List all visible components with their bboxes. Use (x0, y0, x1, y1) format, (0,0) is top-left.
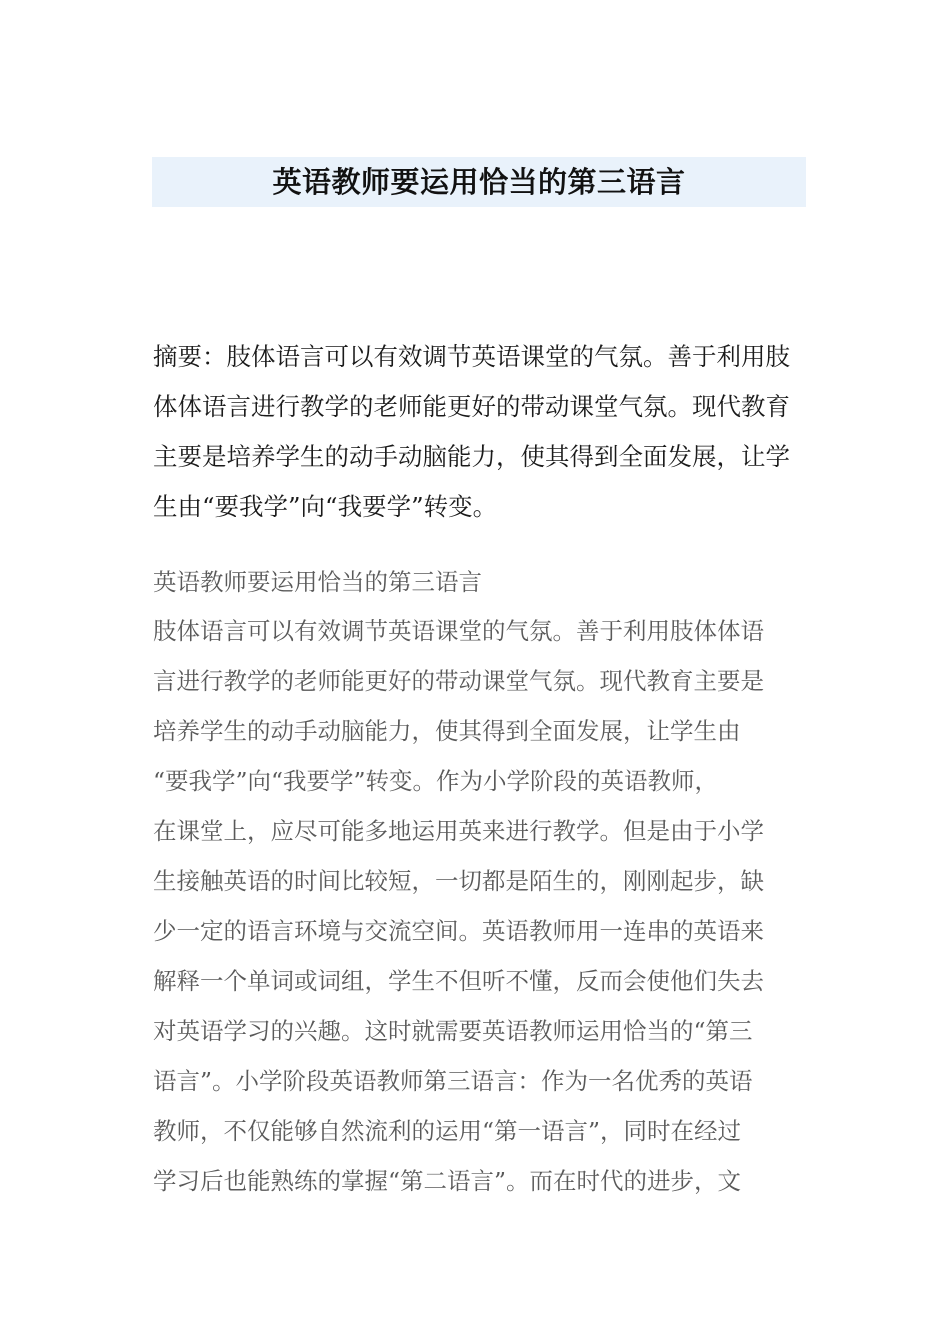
title-band (152, 157, 806, 207)
body-paragraph (153, 606, 807, 1206)
body-line: 生接触英语的时间比较短，一切都是陌生的，刚刚起步，缺 (153, 867, 764, 895)
body-line: 解释一个单词或词组，学生不但听不懂，反而会使他们失去 (153, 967, 764, 995)
body-line: 肢体语言可以有效调节英语课堂的气氛。善于利用肢体体语 (153, 617, 764, 645)
body-line: “要我学”向“我要学”转变。作为小学阶段的英语教师， (153, 767, 719, 795)
body-line: 言进行教学的老师能更好的带动课堂气氛。现代教育主要是 (153, 667, 764, 695)
body-line: 培养学生的动手动脑能力，使其得到全面发展，让学生由 (153, 717, 741, 745)
section-heading: 英语教师要运用恰当的第三语言 (153, 568, 482, 596)
abstract-line: 摘要：肢体语言可以有效调节英语课堂的气氛。善于利用肢 (153, 342, 790, 371)
abstract-line: 体体语言进行教学的老师能更好的带动课堂气氛。现代教育 (153, 392, 790, 421)
abstract-line: 主要是培养学生的动手动脑能力，使其得到全面发展，让学 (153, 442, 790, 471)
body-line: 学习后也能熟练的掌握“第二语言”。而在时代的进步，文 (153, 1167, 742, 1195)
body-line: 教师，不仅能够自然流利的运用“第一语言”，同时在经过 (153, 1117, 742, 1145)
body-line: 在课堂上，应尽可能多地运用英来进行教学。但是由于小学 (153, 817, 764, 845)
body-line: 对英语学习的兴趣。这时就需要英语教师运用恰当的“第三 (153, 1017, 753, 1045)
body-line: 语言”。小学阶段英语教师第三语言：作为一名优秀的英语 (153, 1067, 753, 1095)
body-line: 少一定的语言环境与交流空间。英语教师用一连串的英语来 (153, 917, 764, 945)
abstract-line: 生由“要我学”向“我要学”转变。 (153, 492, 498, 521)
abstract-paragraph (153, 332, 807, 532)
document-title: 英语教师要运用恰当的第三语言 (272, 165, 686, 199)
